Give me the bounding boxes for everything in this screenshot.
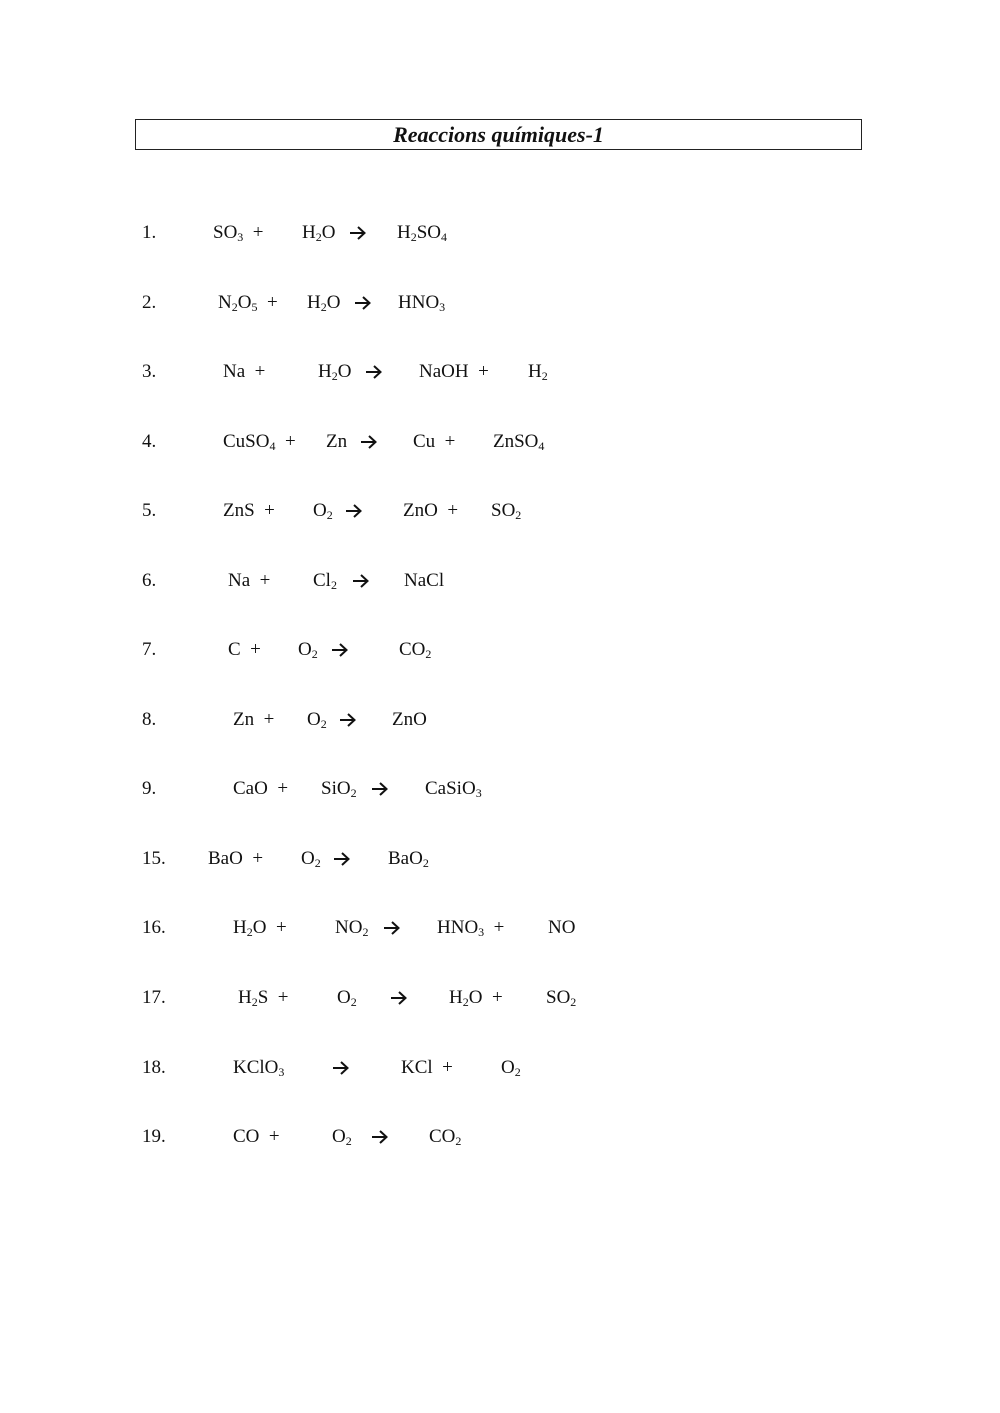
term-text: SO [213,222,238,243]
term-text: NaCl [404,570,445,591]
subscript: 4 [441,230,448,244]
reaction-number: 3. [142,361,157,382]
chemical-term [501,1053,521,1083]
term-text: O [307,709,321,730]
term-text: + [484,917,505,938]
term-text: CO [429,1126,456,1147]
subscript: 3 [439,300,446,314]
subscript: 2 [251,995,258,1009]
term-text: Zn + [233,709,275,730]
term-text: ZnO [392,709,427,730]
term-text: H [307,292,321,313]
term-text: Zn [326,431,348,452]
subscript: 2 [314,856,321,870]
subscript: 2 [350,786,357,800]
chemical-term [548,913,575,943]
reaction-number: 7. [142,639,157,660]
term-text: KCl + [401,1057,453,1078]
chemical-term [298,635,318,665]
term-text: O [332,1126,346,1147]
chemical-term [403,496,458,526]
right-arrow-icon [365,357,383,380]
chemical-term [307,705,327,735]
reaction-number: 4. [142,431,157,452]
term-text: C + [228,639,261,660]
term-text: CaO + [233,778,289,799]
chemical-term [401,1053,453,1083]
chemical-term [233,705,274,735]
chemical-term [493,427,544,457]
subscript: 2 [410,230,417,244]
term-text: O [298,639,312,660]
subscript: 2 [462,995,469,1009]
term-text: ZnSO [493,431,539,452]
subscript: 4 [538,439,545,453]
reaction-number: 18. [142,1057,166,1078]
reaction-number: 17. [142,987,166,1008]
right-arrow-icon [371,1122,389,1145]
term-text: NO [548,917,576,938]
subscript: 2 [320,300,327,314]
subscript: 3 [278,1065,285,1079]
term-text: O [313,500,327,521]
subscript: 2 [570,995,577,1009]
reaction-number: 5. [142,500,157,521]
term-text: HNO [398,292,440,313]
term-text: + [275,431,296,452]
right-arrow-icon [354,288,372,311]
term-text: O [326,292,341,313]
right-arrow-icon [345,496,363,519]
right-arrow-icon [383,913,401,936]
chemical-term [228,566,270,596]
term-text: HNO [437,917,479,938]
term-text: Cu + [413,431,456,452]
chemical-term [449,983,503,1013]
chemical-term [429,1122,461,1152]
chemical-term [546,983,576,1013]
term-text: H [397,222,411,243]
term-text: Na + [223,361,266,382]
term-text: O [237,292,252,313]
title-box [135,119,862,150]
term-text: O [501,1057,515,1078]
term-text: NaOH + [419,361,489,382]
chemical-term [332,1122,352,1152]
chemical-term [302,218,335,248]
term-text: NO [335,917,363,938]
right-arrow-icon [349,218,367,241]
chemical-term [337,983,357,1013]
term-text: CaSiO [425,778,476,799]
subscript: 2 [422,856,429,870]
term-text: H [238,987,252,1008]
term-text: H [449,987,463,1008]
chemical-term [223,427,296,457]
chemical-term [213,218,264,248]
term-text: H [302,222,316,243]
term-text: + [243,222,264,243]
subscript: 3 [475,786,482,800]
chemical-term [307,288,340,318]
reaction-number: 8. [142,709,157,730]
right-arrow-icon [333,844,351,867]
subscript: 2 [514,1065,521,1079]
chemical-term [404,566,444,596]
term-text: O [337,987,351,1008]
subscript: 2 [541,369,548,383]
chemical-term [398,288,445,318]
chemical-term [397,218,447,248]
term-text: O [337,361,352,382]
term-text: H [318,361,332,382]
reaction-number: 19. [142,1126,166,1147]
term-text: O [301,848,315,869]
chemical-term [392,705,427,735]
term-text: Na + [228,570,271,591]
term-text: CO [399,639,426,660]
chemical-term [228,635,261,665]
chemical-term [425,774,482,804]
term-text: N [218,292,232,313]
right-arrow-icon [339,705,357,728]
chemical-term [399,635,431,665]
subscript: 2 [350,995,357,1009]
subscript: 3 [478,925,485,939]
chemical-term [313,566,337,596]
right-arrow-icon [332,1053,350,1076]
term-text: H [528,361,542,382]
chemical-term [413,427,455,457]
term-text: Cl [313,570,331,591]
subscript: 2 [345,1134,352,1148]
right-arrow-icon [331,635,349,658]
subscript: 2 [425,647,432,661]
chemical-term [321,774,357,804]
term-text: O + [468,987,503,1008]
chemical-term [437,913,504,943]
subscript: 2 [455,1134,462,1148]
term-text: CuSO [223,431,270,452]
right-arrow-icon [352,566,370,589]
term-text: S + [257,987,289,1008]
term-text: BaO [388,848,423,869]
term-text: ZnO + [403,500,459,521]
term-text: SO [546,987,571,1008]
reaction-number: 6. [142,570,157,591]
subscript: 2 [315,230,322,244]
chemical-term [313,496,333,526]
subscript: 3 [237,230,244,244]
term-text: + [257,292,278,313]
chemical-term [223,357,265,387]
chemical-term [233,774,288,804]
chemical-term [208,844,263,874]
page-title: Reaccions químiques-1 [393,121,604,147]
subscript: 2 [231,300,238,314]
term-text: SO [491,500,516,521]
term-text: O + [252,917,287,938]
reaction-number: 1. [142,222,157,243]
chemical-term [326,427,347,457]
chemical-term [223,496,275,526]
reaction-number: 16. [142,917,166,938]
chemical-term [301,844,321,874]
chemical-term [238,983,289,1013]
reaction-number: 15. [142,848,166,869]
chemical-term [388,844,429,874]
subscript: 2 [515,508,522,522]
term-text: SiO [321,778,351,799]
right-arrow-icon [360,427,378,450]
term-text: O [321,222,336,243]
chemical-term [419,357,489,387]
subscript: 2 [330,578,337,592]
term-text: SO [416,222,442,243]
chemical-term [318,357,351,387]
term-text: BaO + [208,848,264,869]
subscript: 2 [326,508,333,522]
subscript: 4 [269,439,276,453]
subscript: 2 [311,647,318,661]
term-text: ZnS + [223,500,275,521]
subscript: 2 [362,925,369,939]
subscript: 2 [320,717,327,731]
term-text: KClO [233,1057,279,1078]
subscript: 2 [331,369,338,383]
subscript: 5 [251,300,258,314]
right-arrow-icon [390,983,408,1006]
reaction-number: 9. [142,778,157,799]
right-arrow-icon [371,774,389,797]
reaction-number: 2. [142,292,157,313]
term-text: H [233,917,247,938]
chemical-term [218,288,278,318]
term-text: CO + [233,1126,280,1147]
subscript: 2 [246,925,253,939]
chemical-term [528,357,548,387]
chemical-term [335,913,368,943]
chemical-term [233,1122,280,1152]
chemical-term [233,913,287,943]
chemical-term [491,496,521,526]
chemical-term [233,1053,284,1083]
